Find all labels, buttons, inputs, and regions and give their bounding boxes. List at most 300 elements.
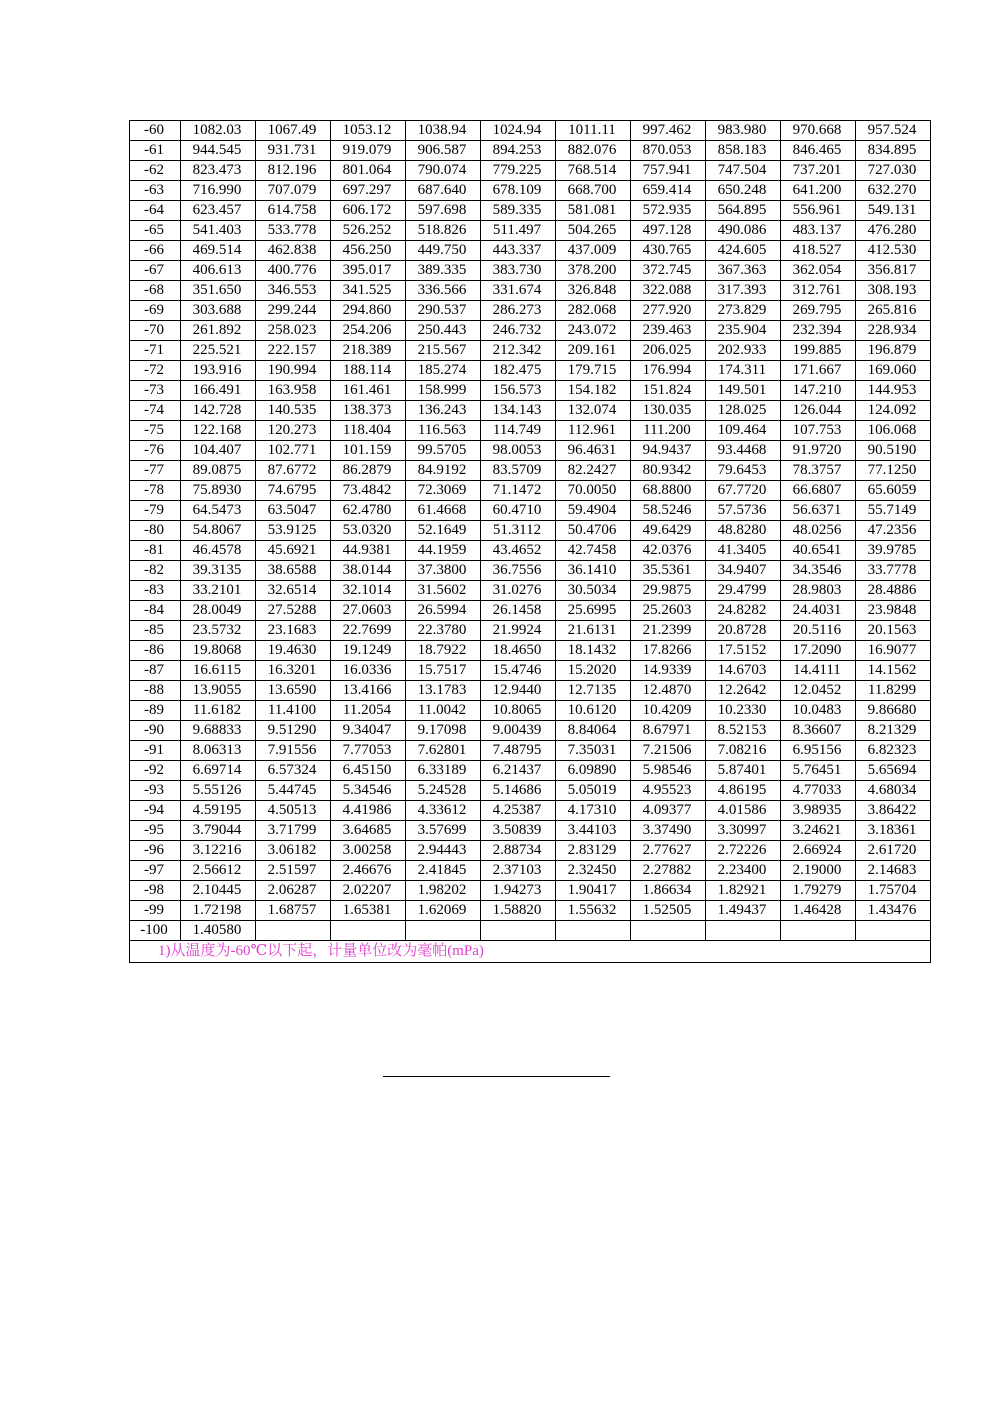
value-cell: 997.462: [631, 121, 706, 141]
value-cell: 60.4710: [481, 501, 556, 521]
temperature-cell: -77: [130, 461, 181, 481]
value-cell: 5.34546: [331, 781, 406, 801]
value-cell: 158.999: [406, 381, 481, 401]
value-cell: 16.9077: [856, 641, 931, 661]
value-cell: 193.916: [181, 361, 256, 381]
value-cell: 2.77627: [631, 841, 706, 861]
value-cell: 906.587: [406, 141, 481, 161]
value-cell: 931.731: [256, 141, 331, 161]
value-cell: 716.990: [181, 181, 256, 201]
value-cell: 9.17098: [406, 721, 481, 741]
value-cell: 19.1249: [331, 641, 406, 661]
value-cell: 32.1014: [331, 581, 406, 601]
value-cell: 678.109: [481, 181, 556, 201]
temperature-cell: -98: [130, 881, 181, 901]
value-cell: 483.137: [781, 221, 856, 241]
value-cell: 6.21437: [481, 761, 556, 781]
value-cell: 449.750: [406, 241, 481, 261]
value-cell: 86.2879: [331, 461, 406, 481]
value-cell: 80.9342: [631, 461, 706, 481]
value-cell: 430.765: [631, 241, 706, 261]
value-cell: 235.904: [706, 321, 781, 341]
value-cell: 15.4746: [481, 661, 556, 681]
value-cell: 174.311: [706, 361, 781, 381]
temperature-cell: -79: [130, 501, 181, 521]
value-cell: 98.0053: [481, 441, 556, 461]
table-row: [130, 721, 931, 741]
value-cell: 1.94273: [481, 881, 556, 901]
value-cell: 10.0483: [781, 701, 856, 721]
value-cell: 641.200: [781, 181, 856, 201]
value-cell: 24.4031: [781, 601, 856, 621]
value-cell: 154.182: [556, 381, 631, 401]
value-cell: 1.98202: [406, 881, 481, 901]
value-cell: 53.0320: [331, 521, 406, 541]
value-cell: 20.1563: [856, 621, 931, 641]
value-cell: 3.30997: [706, 821, 781, 841]
value-cell: 286.273: [481, 301, 556, 321]
temperature-cell: -99: [130, 901, 181, 921]
temperature-cell: -90: [130, 721, 181, 741]
value-cell: 120.273: [256, 421, 331, 441]
value-cell: 5.98546: [631, 761, 706, 781]
value-cell: 2.23400: [706, 861, 781, 881]
value-cell: 77.1250: [856, 461, 931, 481]
value-cell: 1011.11: [556, 121, 631, 141]
value-cell: 26.1458: [481, 601, 556, 621]
table-row: [130, 661, 931, 681]
table-row: [130, 541, 931, 561]
value-cell: 13.4166: [331, 681, 406, 701]
value-cell: 11.8299: [856, 681, 931, 701]
value-cell: 9.34047: [331, 721, 406, 741]
value-cell: 28.4886: [856, 581, 931, 601]
value-cell: 14.1562: [856, 661, 931, 681]
value-cell: 190.994: [256, 361, 331, 381]
value-cell: 246.732: [481, 321, 556, 341]
value-cell: 6.69714: [181, 761, 256, 781]
temperature-cell: -69: [130, 301, 181, 321]
value-cell: 42.0376: [631, 541, 706, 561]
value-cell: 261.892: [181, 321, 256, 341]
value-cell: 38.6588: [256, 561, 331, 581]
table-row: [130, 901, 931, 921]
value-cell: 112.961: [556, 421, 631, 441]
value-cell: 614.758: [256, 201, 331, 221]
value-cell: 2.14683: [856, 861, 931, 881]
value-cell: [706, 921, 781, 941]
value-cell: 6.82323: [856, 741, 931, 761]
value-cell: 757.941: [631, 161, 706, 181]
value-cell: 33.7778: [856, 561, 931, 581]
value-cell: [256, 921, 331, 941]
value-cell: 58.5246: [631, 501, 706, 521]
value-cell: 156.573: [481, 381, 556, 401]
value-cell: [556, 921, 631, 941]
value-cell: 747.504: [706, 161, 781, 181]
temperature-cell: -63: [130, 181, 181, 201]
table-row: [130, 141, 931, 161]
value-cell: 25.2603: [631, 601, 706, 621]
value-cell: 17.8266: [631, 641, 706, 661]
value-cell: 1038.94: [406, 121, 481, 141]
value-cell: 122.168: [181, 421, 256, 441]
value-cell: 6.09890: [556, 761, 631, 781]
value-cell: 118.404: [331, 421, 406, 441]
value-cell: 243.072: [556, 321, 631, 341]
value-cell: 632.270: [856, 181, 931, 201]
temperature-cell: -71: [130, 341, 181, 361]
value-cell: 697.297: [331, 181, 406, 201]
value-cell: 2.19000: [781, 861, 856, 881]
value-cell: 78.3757: [781, 461, 856, 481]
value-cell: 126.044: [781, 401, 856, 421]
value-cell: 31.0276: [481, 581, 556, 601]
value-cell: 589.335: [481, 201, 556, 221]
value-cell: 983.980: [706, 121, 781, 141]
value-cell: 308.193: [856, 281, 931, 301]
table-row: [130, 801, 931, 821]
value-cell: 1.82921: [706, 881, 781, 901]
temperature-cell: -62: [130, 161, 181, 181]
temperature-cell: -70: [130, 321, 181, 341]
value-cell: 54.8067: [181, 521, 256, 541]
value-cell: 128.025: [706, 401, 781, 421]
table-row: [130, 581, 931, 601]
value-cell: 10.8065: [481, 701, 556, 721]
value-cell: 23.9848: [856, 601, 931, 621]
value-cell: 29.4799: [706, 581, 781, 601]
value-cell: 9.00439: [481, 721, 556, 741]
value-cell: 46.4578: [181, 541, 256, 561]
value-cell: 93.4468: [706, 441, 781, 461]
value-cell: 1.49437: [706, 901, 781, 921]
value-cell: 23.5732: [181, 621, 256, 641]
value-cell: 1.72198: [181, 901, 256, 921]
value-cell: 254.206: [331, 321, 406, 341]
value-cell: 336.566: [406, 281, 481, 301]
value-cell: 21.6131: [556, 621, 631, 641]
value-cell: 99.5705: [406, 441, 481, 461]
value-cell: 38.0144: [331, 561, 406, 581]
value-cell: 7.91556: [256, 741, 331, 761]
value-cell: 151.824: [631, 381, 706, 401]
value-cell: 12.9440: [481, 681, 556, 701]
value-cell: 22.3780: [406, 621, 481, 641]
value-cell: 331.674: [481, 281, 556, 301]
value-cell: 90.5190: [856, 441, 931, 461]
table-row: [130, 701, 931, 721]
value-cell: 372.745: [631, 261, 706, 281]
temperature-cell: -67: [130, 261, 181, 281]
value-cell: 1.68757: [256, 901, 331, 921]
value-cell: 11.6182: [181, 701, 256, 721]
value-cell: 116.563: [406, 421, 481, 441]
value-cell: 400.776: [256, 261, 331, 281]
value-cell: 19.8068: [181, 641, 256, 661]
value-cell: 5.24528: [406, 781, 481, 801]
value-cell: 34.9407: [706, 561, 781, 581]
value-cell: 389.335: [406, 261, 481, 281]
value-cell: 41.3405: [706, 541, 781, 561]
value-cell: 17.2090: [781, 641, 856, 661]
value-cell: 6.57324: [256, 761, 331, 781]
value-cell: 3.57699: [406, 821, 481, 841]
temperature-cell: -96: [130, 841, 181, 861]
value-cell: 4.17310: [556, 801, 631, 821]
value-cell: 1.62069: [406, 901, 481, 921]
value-cell: 326.848: [556, 281, 631, 301]
value-cell: 47.2356: [856, 521, 931, 541]
value-cell: 7.48795: [481, 741, 556, 761]
value-cell: 4.86195: [706, 781, 781, 801]
value-cell: 269.795: [781, 301, 856, 321]
value-cell: 39.3135: [181, 561, 256, 581]
value-cell: 606.172: [331, 201, 406, 221]
value-cell: 12.7135: [556, 681, 631, 701]
value-cell: 29.9875: [631, 581, 706, 601]
value-cell: 4.77033: [781, 781, 856, 801]
value-cell: 196.879: [856, 341, 931, 361]
temperature-cell: -83: [130, 581, 181, 601]
value-cell: 61.4668: [406, 501, 481, 521]
value-cell: 1.65381: [331, 901, 406, 921]
temperature-cell: -64: [130, 201, 181, 221]
value-cell: 23.1683: [256, 621, 331, 641]
value-cell: 5.44745: [256, 781, 331, 801]
value-cell: 28.9803: [781, 581, 856, 601]
value-cell: 4.25387: [481, 801, 556, 821]
value-cell: 443.337: [481, 241, 556, 261]
value-cell: 5.05019: [556, 781, 631, 801]
value-cell: 59.4904: [556, 501, 631, 521]
value-cell: 919.079: [331, 141, 406, 161]
value-cell: 462.838: [256, 241, 331, 261]
temperature-cell: -76: [130, 441, 181, 461]
value-cell: 14.6703: [706, 661, 781, 681]
value-cell: 166.491: [181, 381, 256, 401]
value-cell: 18.7922: [406, 641, 481, 661]
value-cell: 20.8728: [706, 621, 781, 641]
temperature-cell: -97: [130, 861, 181, 881]
value-cell: 2.02207: [331, 881, 406, 901]
value-cell: 102.771: [256, 441, 331, 461]
value-cell: 130.035: [631, 401, 706, 421]
value-cell: 944.545: [181, 141, 256, 161]
value-cell: 12.4870: [631, 681, 706, 701]
value-cell: 659.414: [631, 181, 706, 201]
value-cell: 5.87401: [706, 761, 781, 781]
value-cell: 541.403: [181, 221, 256, 241]
value-cell: 2.46676: [331, 861, 406, 881]
value-cell: 32.6514: [256, 581, 331, 601]
footnote-text: 1)从温度为-60℃以下起，计量单位改为毫帕(mPa): [130, 941, 931, 963]
value-cell: 5.55126: [181, 781, 256, 801]
table-row: [130, 561, 931, 581]
value-cell: 17.5152: [706, 641, 781, 661]
value-cell: 2.41845: [406, 861, 481, 881]
value-cell: 215.567: [406, 341, 481, 361]
temperature-cell: -61: [130, 141, 181, 161]
value-cell: 5.14686: [481, 781, 556, 801]
value-cell: 812.196: [256, 161, 331, 181]
value-cell: 3.50839: [481, 821, 556, 841]
value-cell: 1.43476: [856, 901, 931, 921]
value-cell: 30.5034: [556, 581, 631, 601]
value-cell: 11.0042: [406, 701, 481, 721]
value-cell: 106.068: [856, 421, 931, 441]
value-cell: 395.017: [331, 261, 406, 281]
value-cell: 511.497: [481, 221, 556, 241]
value-cell: 8.06313: [181, 741, 256, 761]
temperature-cell: -87: [130, 661, 181, 681]
value-cell: 4.41986: [331, 801, 406, 821]
value-cell: 497.128: [631, 221, 706, 241]
footnote-row: [130, 941, 931, 963]
value-cell: 109.464: [706, 421, 781, 441]
value-cell: 12.2642: [706, 681, 781, 701]
value-cell: 188.114: [331, 361, 406, 381]
value-cell: 15.2020: [556, 661, 631, 681]
value-cell: 858.183: [706, 141, 781, 161]
value-cell: 11.2054: [331, 701, 406, 721]
value-cell: 64.5473: [181, 501, 256, 521]
value-cell: 687.640: [406, 181, 481, 201]
temperature-cell: -73: [130, 381, 181, 401]
value-cell: 650.248: [706, 181, 781, 201]
value-cell: 790.074: [406, 161, 481, 181]
value-cell: 2.66924: [781, 841, 856, 861]
table-row: [130, 861, 931, 881]
value-cell: 24.8282: [706, 601, 781, 621]
table-row: [130, 201, 931, 221]
value-cell: 3.00258: [331, 841, 406, 861]
temperature-cell: -94: [130, 801, 181, 821]
value-cell: 142.728: [181, 401, 256, 421]
value-cell: 179.715: [556, 361, 631, 381]
table-row: [130, 781, 931, 801]
temperature-cell: -78: [130, 481, 181, 501]
value-cell: 225.521: [181, 341, 256, 361]
value-cell: 222.157: [256, 341, 331, 361]
value-cell: 28.0049: [181, 601, 256, 621]
value-cell: 2.10445: [181, 881, 256, 901]
value-cell: 1.79279: [781, 881, 856, 901]
value-cell: 3.12216: [181, 841, 256, 861]
value-cell: 57.5736: [706, 501, 781, 521]
value-cell: 303.688: [181, 301, 256, 321]
value-cell: 8.84064: [556, 721, 631, 741]
value-cell: 56.6371: [781, 501, 856, 521]
value-cell: 2.27882: [631, 861, 706, 881]
value-cell: 161.461: [331, 381, 406, 401]
value-cell: 834.895: [856, 141, 931, 161]
table-row: [130, 321, 931, 341]
value-cell: 469.514: [181, 241, 256, 261]
table-row: [130, 481, 931, 501]
value-cell: 2.61720: [856, 841, 931, 861]
value-cell: 134.143: [481, 401, 556, 421]
value-cell: 48.8280: [706, 521, 781, 541]
value-cell: [406, 921, 481, 941]
value-cell: 299.244: [256, 301, 331, 321]
value-cell: 1067.49: [256, 121, 331, 141]
value-cell: 239.463: [631, 321, 706, 341]
value-cell: 202.933: [706, 341, 781, 361]
value-cell: 21.9924: [481, 621, 556, 641]
value-cell: 518.826: [406, 221, 481, 241]
value-cell: 3.44103: [556, 821, 631, 841]
value-cell: 8.21329: [856, 721, 931, 741]
value-cell: 1.58820: [481, 901, 556, 921]
value-cell: 4.01586: [706, 801, 781, 821]
value-cell: 2.88734: [481, 841, 556, 861]
value-cell: 10.2330: [706, 701, 781, 721]
value-cell: 16.3201: [256, 661, 331, 681]
value-cell: 5.65694: [856, 761, 931, 781]
value-cell: 37.3800: [406, 561, 481, 581]
value-cell: 8.36607: [781, 721, 856, 741]
value-cell: 1.75704: [856, 881, 931, 901]
value-cell: 25.6995: [556, 601, 631, 621]
temperature-cell: -72: [130, 361, 181, 381]
table-row: [130, 841, 931, 861]
value-cell: 456.250: [331, 241, 406, 261]
table-row: [130, 681, 931, 701]
value-cell: 282.068: [556, 301, 631, 321]
value-cell: 549.131: [856, 201, 931, 221]
table-row: [130, 441, 931, 461]
table-row: [130, 241, 931, 261]
value-cell: 277.920: [631, 301, 706, 321]
table-row: [130, 741, 931, 761]
table-row: [130, 161, 931, 181]
temperature-cell: -91: [130, 741, 181, 761]
value-cell: 94.9437: [631, 441, 706, 461]
value-cell: 737.201: [781, 161, 856, 181]
value-cell: 2.94443: [406, 841, 481, 861]
value-cell: 62.4780: [331, 501, 406, 521]
value-cell: [331, 921, 406, 941]
value-cell: 171.667: [781, 361, 856, 381]
value-cell: 144.953: [856, 381, 931, 401]
value-cell: 406.613: [181, 261, 256, 281]
value-cell: 16.0336: [331, 661, 406, 681]
table-row: [130, 461, 931, 481]
table-row: [130, 301, 931, 321]
value-cell: 3.24621: [781, 821, 856, 841]
value-cell: 101.159: [331, 441, 406, 461]
value-cell: 26.5994: [406, 601, 481, 621]
value-cell: 7.62801: [406, 741, 481, 761]
table-row: [130, 121, 931, 141]
value-cell: 45.6921: [256, 541, 331, 561]
value-cell: 623.457: [181, 201, 256, 221]
value-cell: 7.08216: [706, 741, 781, 761]
value-cell: 149.501: [706, 381, 781, 401]
temperature-cell: -86: [130, 641, 181, 661]
value-cell: 668.700: [556, 181, 631, 201]
value-cell: 83.5709: [481, 461, 556, 481]
value-cell: 16.6115: [181, 661, 256, 681]
table-row: [130, 421, 931, 441]
table-row: [130, 361, 931, 381]
value-cell: 75.8930: [181, 481, 256, 501]
value-cell: 42.7458: [556, 541, 631, 561]
value-cell: 206.025: [631, 341, 706, 361]
value-cell: 44.9381: [331, 541, 406, 561]
value-cell: 50.4706: [556, 521, 631, 541]
